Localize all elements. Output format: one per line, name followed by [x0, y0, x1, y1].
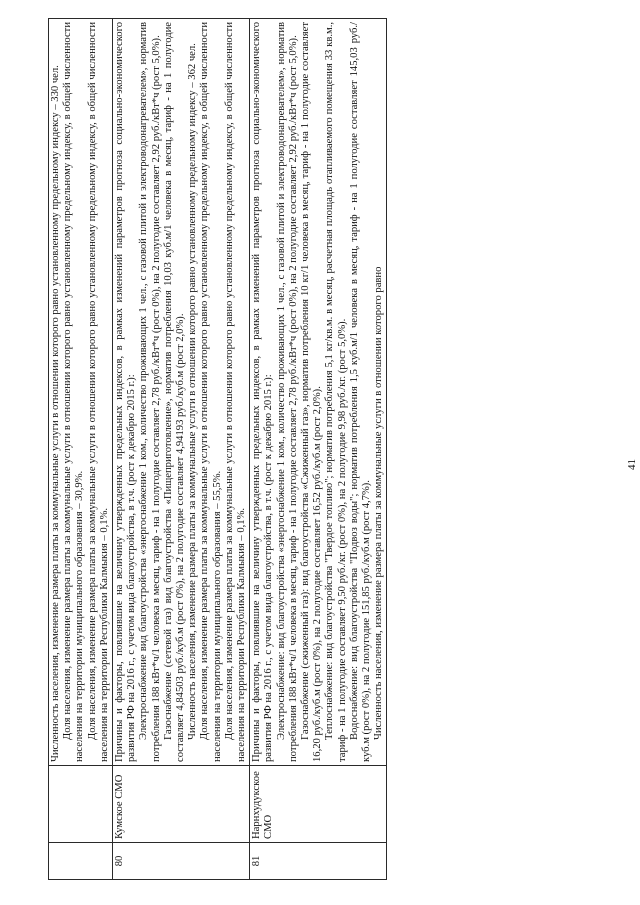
row-number [49, 843, 113, 880]
paragraph: Электроснабжение: вид благоустройства «энергоснабжение 1 ком., количество проживающих 1 чел., с газовой плитой и электроводонагревателем», норматив потребления 188 кВт*ч/1 человека в месяц, тариф - на 1 полугодие составляет 2,78 руб./кВт*ч (рост 0%), на 2 полугодие составляет 2,92 руб./кВт*ч (рост 5,0%). [275, 22, 299, 762]
page-number: 41 [626, 459, 638, 470]
paragraph: Газоснабжение (сетевой газ) вид благоустройства «Пищеприготовление», норматив потребления 10,03 куб.м/1 человека в месяц, тариф - на 1 полугодие составляет 4,84503 руб./куб.м (рост 0%), на 2 полугодие составляет 4,94193 руб./куб.м (рост 2,0%). [162, 22, 187, 762]
paragraph: Электроснабжение вид благоустройства «энергоснабжение 1 ком., количество проживающих 1 чел., с газовой плитой и электроводонагревателем», норматив потребления 188 кВт*ч/1 человека в месяц, тариф - на 1 полугодие составляет 2,78 руб./кВт*ч (рост 0%), на 2 полугодие составляет 2,92 руб./кВт*ч (рост 5,0%). [138, 22, 162, 762]
description-cell [250, 19, 387, 766]
paragraph: Причины и факторы, повлиявшие на величину утвержденных предельных индексов, в рамках изменений параметров прогноза социально-экономического развития РФ на 2016 г., с учетом вида благоустройства, в т.ч. (рост к декабрю 2015 г.): [114, 22, 138, 762]
municipality-table [48, 18, 387, 880]
row-number: 81 [250, 843, 387, 880]
paragraph: Численность населения, изменение размера платы за коммунальные услуги в отношении которого равно [373, 266, 385, 740]
paragraph: Численность населения, изменение размера платы за коммунальные услуги в отношении которого равно установленному предельному индексу – 362 чел. [187, 43, 199, 740]
paragraph: Доля населения, изменение размера платы за коммунальные услуги в отношении которого равно установленному предельному индексу, в общей численности населения на территории муниципального образования – 30,9%. [62, 22, 86, 762]
paragraph: Доля населения, изменение размера платы за коммунальные услуги в отношении которого равно установленному предельному индексу, в общей численности населения на территории муниципального образования – 55,5%. [199, 22, 223, 762]
municipality-name: Нарнхудукское СМО [250, 766, 387, 843]
table-row [250, 19, 387, 880]
paragraph: Доля населения, изменение размера платы за коммунальные услуги в отношении которого равно установленному предельному индексу, в общей численности населения на территории Республики Калмыкия – 0,1%. [223, 22, 248, 762]
table-row [113, 19, 250, 880]
rotated-content [48, 18, 638, 880]
paragraph: Доля населения, изменение размера платы за коммунальные услуги в отношении которого равно установленному предельному индексу, в общей численности населения на территории Республики Калмыкия – 0,1%. [86, 22, 110, 762]
row-number: 80 [113, 843, 250, 880]
table-row-continuation [49, 19, 113, 880]
paragraph: Численность населения, изменение размера платы за коммунальные услуги в отношении которого равно установленному предельному индексу – 330 чел. [50, 65, 61, 762]
description-cell [113, 19, 250, 766]
description-cell [49, 19, 113, 766]
municipality-name: Кумское СМО [113, 766, 250, 843]
paragraph: Причины и факторы, повлиявшие на величину утвержденных предельных индексов, в рамках изменений параметров прогноза социально-экономического развития РФ на 2016 г., с учетом вида благоустройства, в т.ч. (рост к декабрю 2015 г.): [251, 22, 275, 762]
paragraph: Теплоснабжение: вид благоустройства "Твердое топливо"; норматив потребления 5,1 кг/кв.м. в месяц, расчетная площадь отапливаемого помещения 33 кв.м., тариф - на 1 полугодие составляет 9,50 руб./кг. (рост 0%), на 2 полугодие 9,98 руб./кг. (рост 5,0%). [324, 22, 348, 762]
paragraph: Водоснабжение: вид благоустройства "Подвоз воды"; норматив потребления 1,5 куб.м/1 человека в месяц, тариф - на 1 полугодие составляет 145,03 руб./куб.м (рост 0%), на 2 полугодие 151,85 руб./куб.м (рост 4,7%). [348, 22, 373, 762]
municipality-name [49, 766, 113, 843]
paragraph: Газоснабжение (сжиженный газ): вид благоустройства «Сжиженный газ», норматив потребления 10 кг/1 человека в месяц, тариф - на 1 полугодие составляет 16,20 руб./куб.м (рост 0%), на 2 полугодие составляет 16,52 руб./куб.м (рост 2,0%). [300, 22, 324, 762]
